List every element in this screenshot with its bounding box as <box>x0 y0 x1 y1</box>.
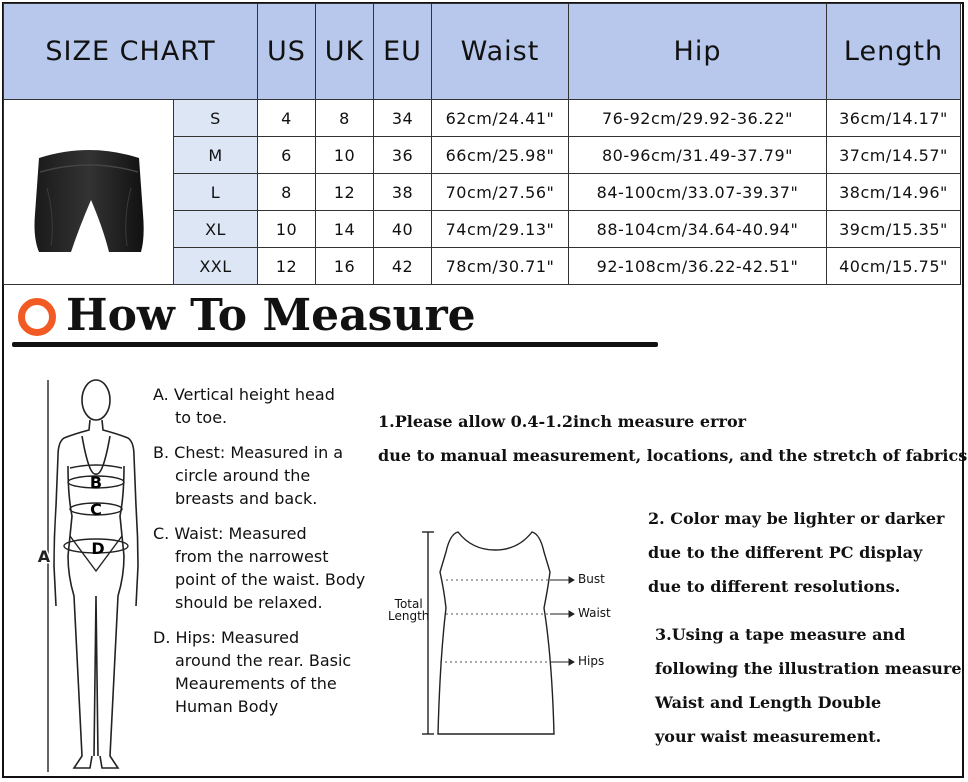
waist-label: Waist <box>578 606 611 620</box>
eu-cell: 38 <box>374 174 432 211</box>
step-head: D. Hips: Measured <box>153 628 300 647</box>
step-body: circle around the breasts and back. <box>175 466 318 508</box>
title-underline <box>12 342 658 347</box>
note-line: due to different resolutions. <box>648 577 901 596</box>
us-cell: 8 <box>258 174 316 211</box>
size-cell: S <box>174 100 258 137</box>
header-us: US <box>258 4 316 100</box>
size-cell: XXL <box>174 248 258 285</box>
us-cell: 6 <box>258 137 316 174</box>
note-line: due to the different PC display <box>648 543 923 562</box>
orange-bullet-icon <box>18 298 56 336</box>
uk-cell: 8 <box>316 100 374 137</box>
note-line: Waist and Length Double <box>655 693 882 712</box>
bust-label: Bust <box>578 572 605 586</box>
uk-cell: 10 <box>316 137 374 174</box>
note-line: 1.Please allow 0.4-1.2inch measure error <box>378 412 747 431</box>
size-cell: XL <box>174 211 258 248</box>
note-line: your waist measurement. <box>655 727 882 746</box>
hip-cell: 80-96cm/31.49-37.79" <box>569 137 827 174</box>
step-head: C. Waist: Measured <box>153 524 307 543</box>
uk-cell: 16 <box>316 248 374 285</box>
length-cell: 40cm/15.75" <box>827 248 961 285</box>
us-cell: 10 <box>258 211 316 248</box>
step-body: around the rear. Basic Meaurements of the Human Body <box>175 651 352 716</box>
step-body: to toe. <box>175 408 228 427</box>
note-color <box>648 502 944 604</box>
length-cell: 38cm/14.96" <box>827 174 961 211</box>
eu-cell: 34 <box>374 100 432 137</box>
waist-cell: 74cm/29.13" <box>432 211 569 248</box>
step-a <box>153 383 368 429</box>
label-a: A <box>37 547 51 566</box>
product-image-cell <box>4 100 174 285</box>
hip-cell: 76-92cm/29.92-36.22" <box>569 100 827 137</box>
step-head: B. Chest: Measured in a <box>153 443 344 462</box>
label-c: C <box>90 500 102 519</box>
hip-cell: 84-100cm/33.07-39.37" <box>569 174 827 211</box>
us-cell: 12 <box>258 248 316 285</box>
header-length: Length <box>827 4 961 100</box>
step-body: from the narrowest point of the waist. Body should be relaxed. <box>175 547 366 612</box>
total-label: Total <box>394 597 423 611</box>
header-uk: UK <box>316 4 374 100</box>
label-d: D <box>91 539 105 558</box>
hips-label: Hips <box>578 654 605 668</box>
shorts-product-image <box>25 128 153 256</box>
length-cell: 37cm/14.57" <box>827 137 961 174</box>
eu-cell: 40 <box>374 211 432 248</box>
total-length-label <box>388 598 429 622</box>
note-measure-error <box>378 405 967 473</box>
hip-cell: 88-104cm/34.64-40.94" <box>569 211 827 248</box>
step-c <box>153 522 368 614</box>
waist-cell: 62cm/24.41" <box>432 100 569 137</box>
body-outline-figure <box>34 376 144 776</box>
uk-cell: 12 <box>316 174 374 211</box>
note-line: following the illustration measure <box>655 659 962 678</box>
table-header-row <box>4 4 961 100</box>
header-eu: EU <box>374 4 432 100</box>
length-label: Length <box>388 609 430 623</box>
note-line: due to manual measurement, locations, and the stretch of fabrics <box>378 446 968 465</box>
us-cell: 4 <box>258 100 316 137</box>
waist-cell: 66cm/25.98" <box>432 137 569 174</box>
uk-cell: 14 <box>316 211 374 248</box>
note-tape-measure <box>655 618 962 754</box>
step-d <box>153 626 368 718</box>
hip-cell: 92-108cm/36.22-42.51" <box>569 248 827 285</box>
label-b: B <box>89 473 103 492</box>
measure-title: How To Measure <box>66 290 476 341</box>
header-waist: Waist <box>432 4 569 100</box>
eu-cell: 42 <box>374 248 432 285</box>
length-cell: 39cm/15.35" <box>827 211 961 248</box>
measure-steps <box>153 383 368 730</box>
step-head: A. Vertical height head <box>153 385 335 404</box>
step-b <box>153 441 368 510</box>
length-cell: 36cm/14.17" <box>827 100 961 137</box>
size-cell: M <box>174 137 258 174</box>
size-cell: L <box>174 174 258 211</box>
header-hip: Hip <box>569 4 827 100</box>
dress-diagram <box>380 528 620 744</box>
eu-cell: 36 <box>374 137 432 174</box>
table-row <box>4 100 961 137</box>
note-line: 2. Color may be lighter or darker <box>648 509 945 528</box>
size-chart-table <box>3 3 961 285</box>
header-size-chart: SIZE CHART <box>4 4 258 100</box>
waist-cell: 78cm/30.71" <box>432 248 569 285</box>
note-line: 3.Using a tape measure and <box>655 625 906 644</box>
waist-cell: 70cm/27.56" <box>432 174 569 211</box>
